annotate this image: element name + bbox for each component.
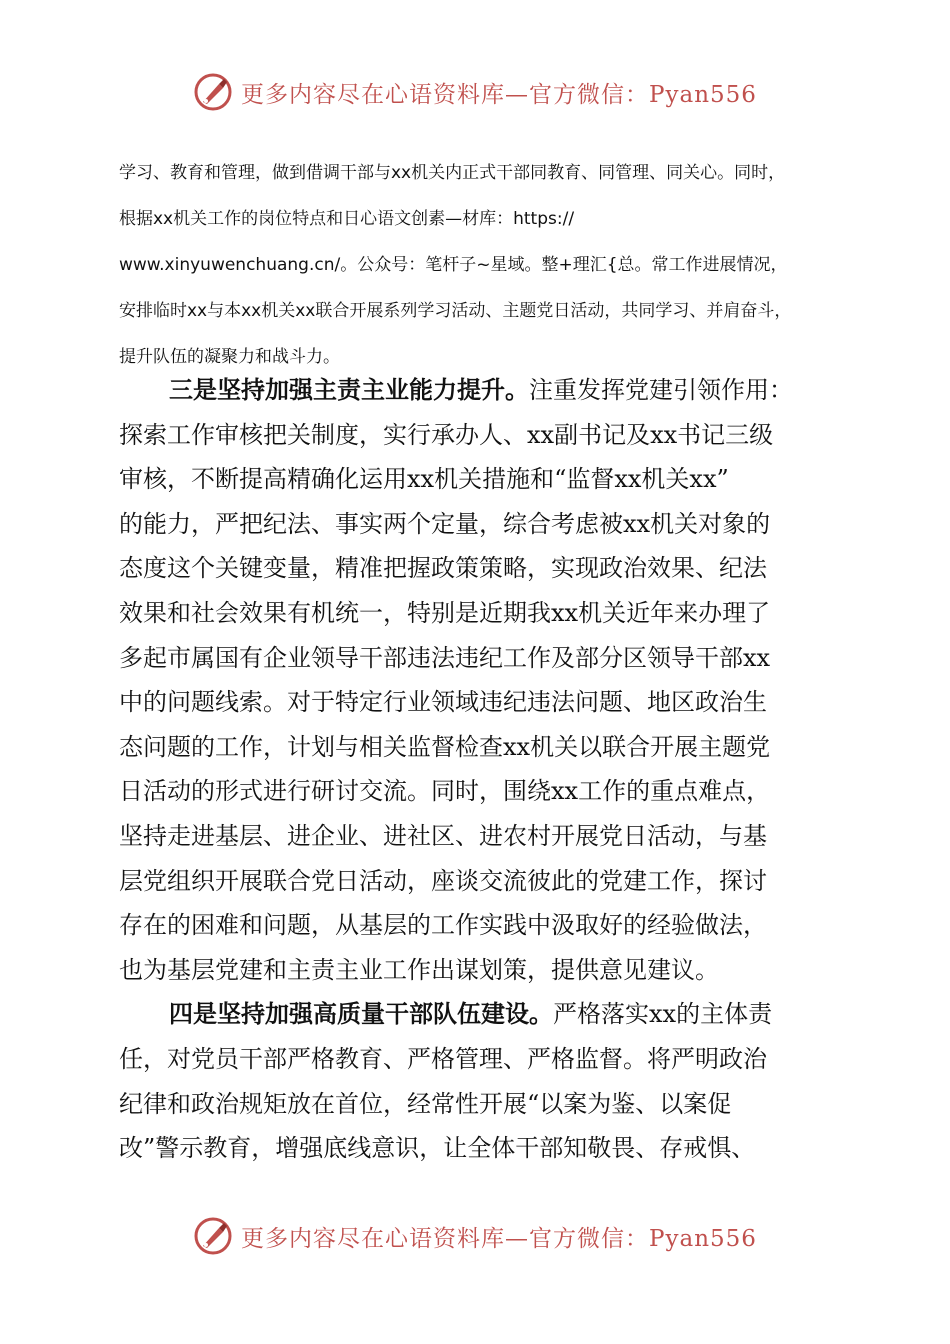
section3-line: 中的问题线索。对于特定行业领域违纪违法问题、地区政治生 xyxy=(119,688,767,717)
section4-first-line xyxy=(119,992,834,1037)
section3-line: 也为基层党建和主责主业工作出谋划策，提供意见建议。 xyxy=(119,955,719,984)
section3-line: 坚持走进基层、进企业、进社区、进农村开展党日活动，与基 xyxy=(119,821,767,850)
section3-line: 态问题的工作，计划与相关监督检查xx机关以联合开展主题党 xyxy=(119,732,771,761)
section3-line: 效果和社会效果有机统一，特别是近期我xx机关近年来办理了 xyxy=(119,598,771,627)
section4-line: 任，对党员干部严格教育、严格管理、严格监督。将严明政治 xyxy=(119,1044,767,1073)
section4-line: 纪律和政治规矩放在首位，经常性开展“以案为鉴、以案促 xyxy=(119,1089,732,1118)
intro-line: www.xinyuwenchuang.cn/。公众号：笔杆子~星域。整+理汇{总。常工作进展情况， xyxy=(119,255,788,275)
section3-first-line-text: 注重发挥党建引领作用： xyxy=(529,376,793,404)
section4-line: 改”警示教育，增强底线意识，让全体干部知敬畏、存戒惧、 xyxy=(119,1134,756,1163)
section3-line: 日活动的形式进行研讨交流。同时，围绕xx工作的重点难点， xyxy=(119,777,771,806)
watermark-text: 更多内容尽在心语资料库—官方微信：Pyan556 xyxy=(241,1225,757,1252)
section4-first-line-text: 严格落实xx的主体责 xyxy=(553,1000,773,1029)
main-body xyxy=(119,368,834,1171)
section3-line: 探索工作审核把关制度，实行承办人、xx副书记及xx书记三级 xyxy=(119,420,774,449)
pen-nib-logo-icon xyxy=(193,72,233,112)
intro-paragraph xyxy=(119,150,834,380)
section3-line: 层党组织开展联合党日活动，座谈交流彼此的党建工作，探讨 xyxy=(119,866,767,895)
intro-line: 提升队伍的凝聚力和战斗力。 xyxy=(119,347,340,367)
intro-line: 学习、教育和管理，做到借调干部与xx机关内正式干部同教育、同管理、同关心。同时， xyxy=(119,163,786,183)
section3-first-line xyxy=(119,368,834,413)
watermark-banner-top xyxy=(0,70,950,114)
section4-heading: 四是坚持加强高质量干部队伍建设。 xyxy=(169,1000,553,1029)
section3-line: 存在的困难和问题，从基层的工作实践中汲取好的经验做法， xyxy=(119,911,767,940)
watermark-text: 更多内容尽在心语资料库—官方微信：Pyan556 xyxy=(241,81,757,108)
section3-line: 态度这个关键变量，精准把握政策策略，实现政治效果、纪法 xyxy=(119,554,767,583)
section3-heading: 三是坚持加强主责主业能力提升。 xyxy=(169,376,529,404)
intro-line: 根据xx机关工作的岗位特点和日心语文创素—材库：https:// xyxy=(119,209,575,229)
section3-line: 的能力，严把纪法、事实两个定量，综合考虑被xx机关对象的 xyxy=(119,509,771,538)
watermark-banner-bottom xyxy=(0,1214,950,1258)
intro-line: 安排临时xx与本xx机关xx联合开展系列学习活动、主题党日活动，共同学习、并肩奋斗， xyxy=(119,301,792,321)
section3-line: 审核，不断提高精确化运用xx机关措施和“监督xx机关xx” xyxy=(119,465,729,494)
pen-nib-logo-icon xyxy=(193,1216,233,1256)
section3-line: 多起市属国有企业领导干部违法违纪工作及部分区领导干部xx xyxy=(119,643,771,672)
